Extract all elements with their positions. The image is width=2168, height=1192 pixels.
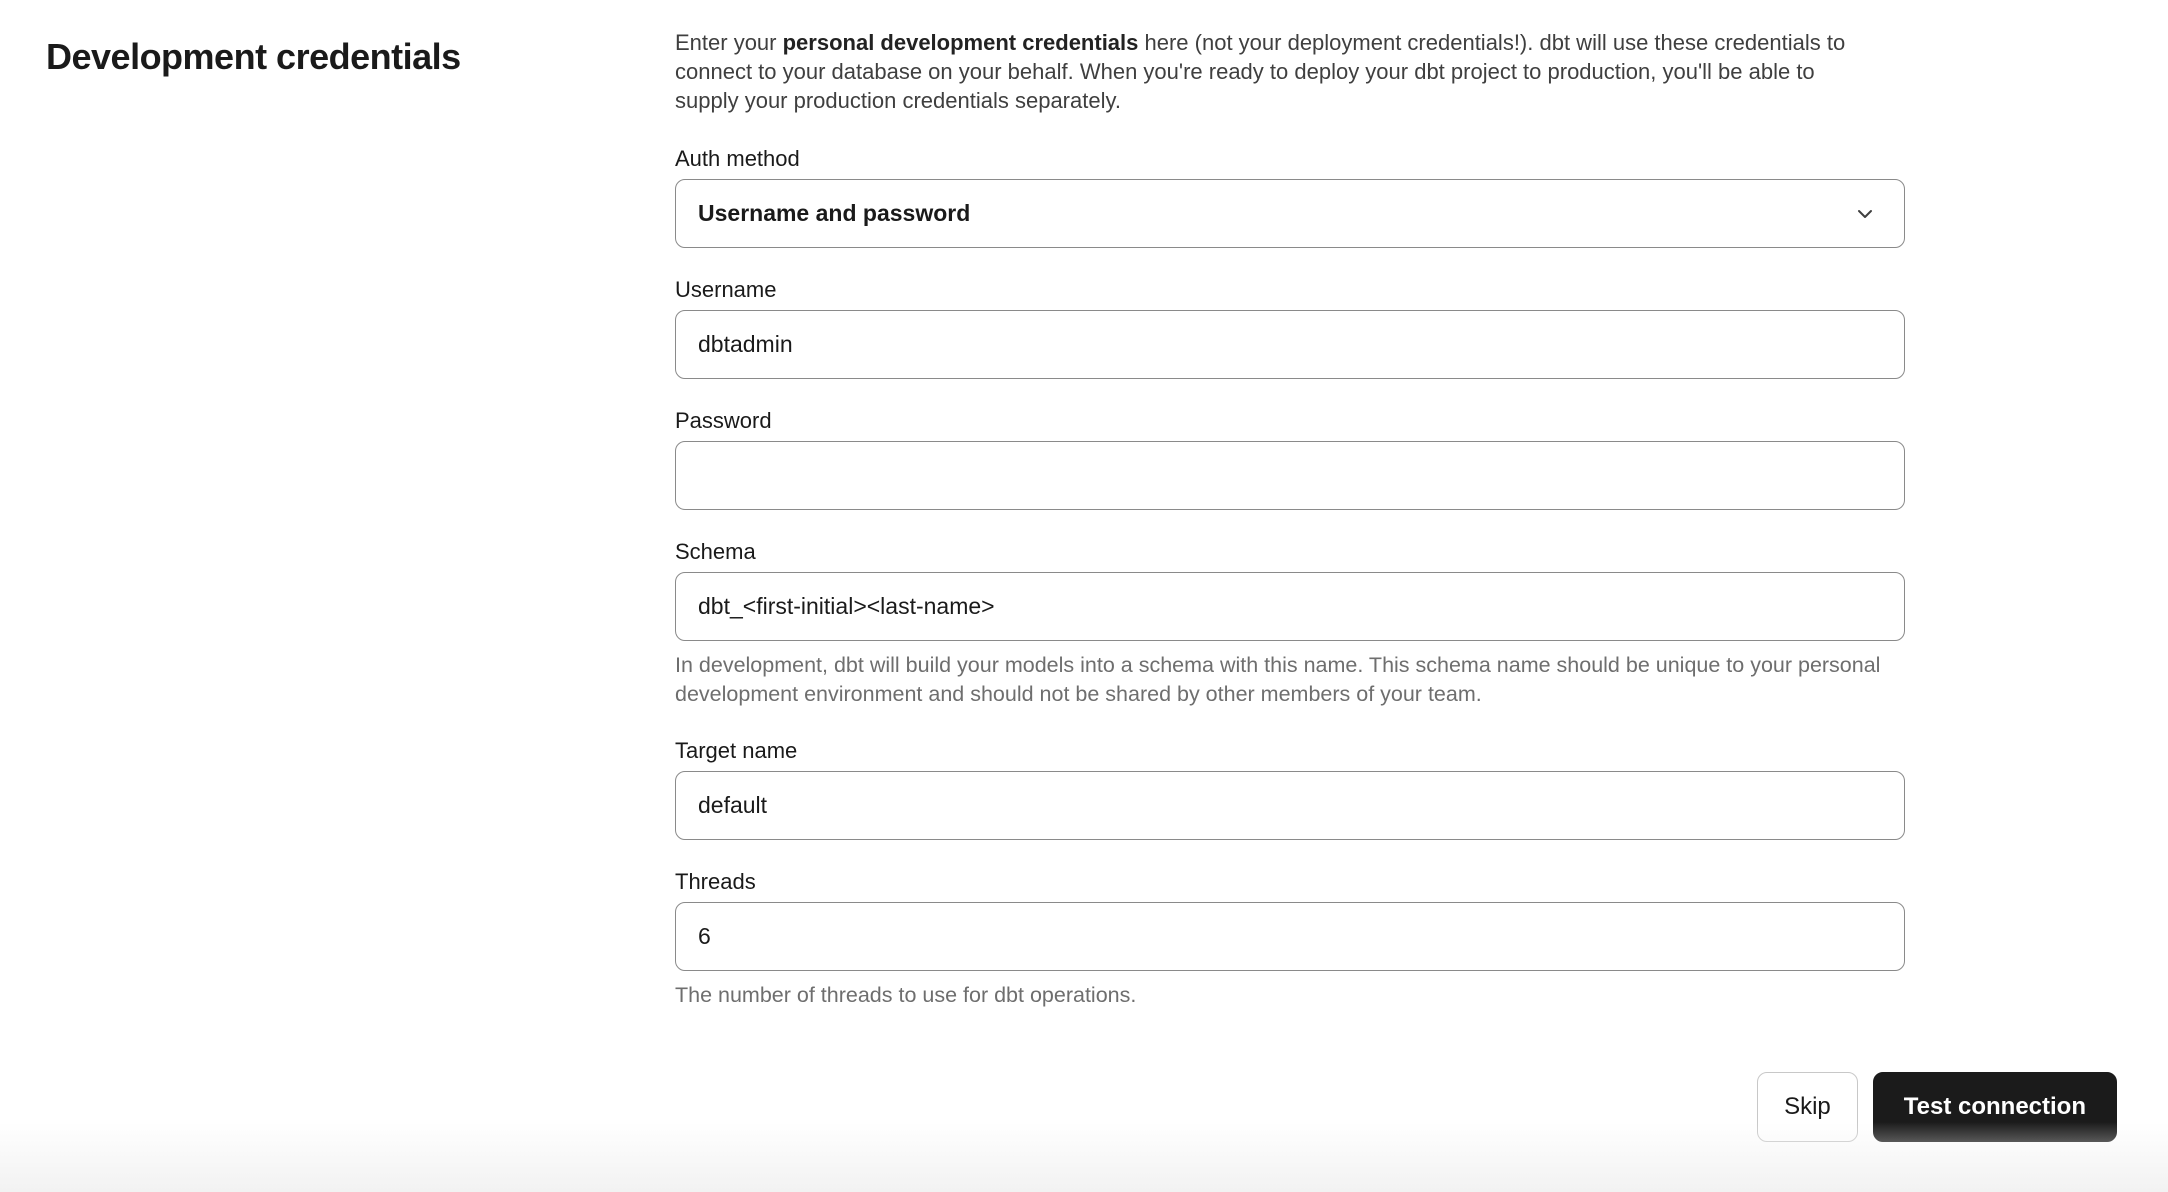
test-connection-button[interactable]: Test connection xyxy=(1873,1072,2117,1142)
schema-helper-text: In development, dbt will build your models into a schema with this name. This schema name should be unique to your personal development environment and should not be shared by other members of your team. xyxy=(675,653,1881,706)
username-input[interactable] xyxy=(675,310,1905,379)
intro-suffix: here (not your deployment credentials!). dbt will use these credentials to connect to your database on your behalf. When you're ready to deploy your dbt project to production, you'll be able to supply your production credentials separately. xyxy=(675,30,1846,113)
auth-method-group xyxy=(675,145,1905,248)
schema-input[interactable] xyxy=(675,572,1905,641)
target-name-group xyxy=(675,737,1905,840)
chevron-down-icon xyxy=(1854,203,1876,225)
intro-bold: personal development credentials xyxy=(782,30,1139,55)
credentials-form xyxy=(675,28,1905,1010)
intro-prefix: Enter your xyxy=(675,30,783,55)
auth-method-select[interactable] xyxy=(675,179,1905,248)
threads-helper-text: The number of threads to use for dbt operations. xyxy=(675,983,1137,1007)
auth-method-label: Auth method xyxy=(675,146,800,171)
username-group xyxy=(675,276,1905,379)
username-label: Username xyxy=(675,277,777,302)
threads-group xyxy=(675,868,1905,1010)
password-label: Password xyxy=(675,408,772,433)
threads-label: Threads xyxy=(675,869,756,894)
page-title: Development credentials xyxy=(46,36,461,77)
target-name-input[interactable] xyxy=(675,771,1905,840)
password-group xyxy=(675,407,1905,510)
auth-method-selected-value: Username and password xyxy=(698,200,971,226)
target-name-label: Target name xyxy=(675,738,798,763)
footer-actions xyxy=(1757,1072,2117,1142)
skip-button[interactable]: Skip xyxy=(1757,1072,1858,1142)
password-input[interactable] xyxy=(675,441,1905,510)
threads-input[interactable] xyxy=(675,902,1905,971)
intro-text xyxy=(675,28,1855,115)
schema-group xyxy=(675,538,1905,709)
schema-label: Schema xyxy=(675,539,756,564)
